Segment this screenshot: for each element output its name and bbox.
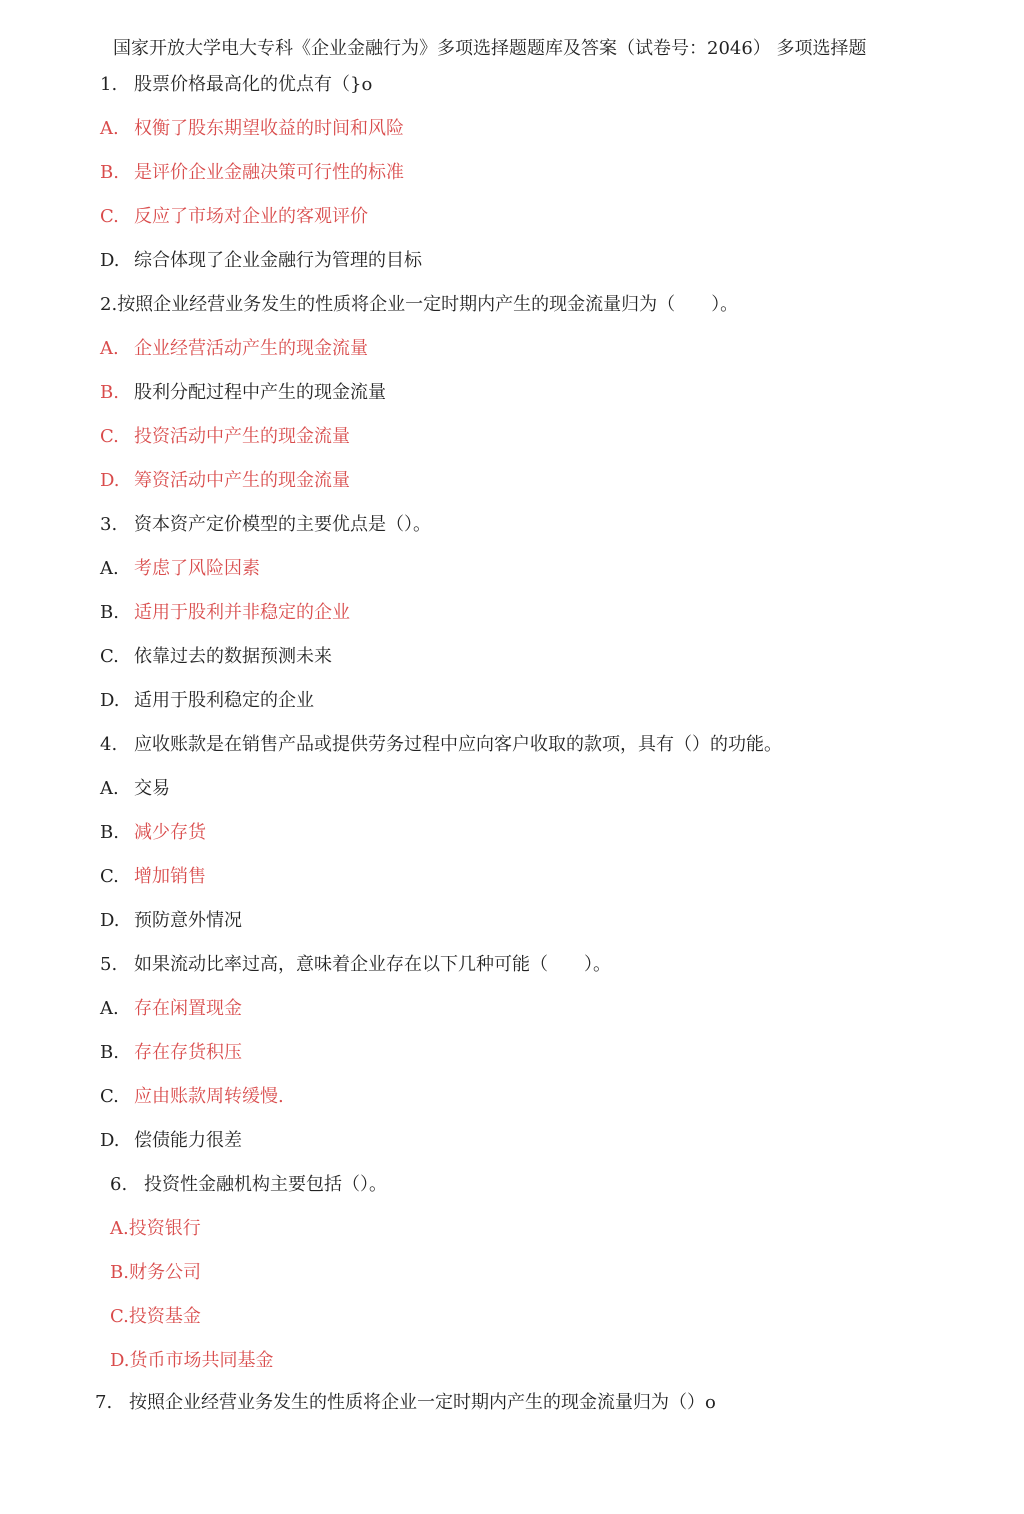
question-text: 按照企业经营业务发生的性质将企业一定时期内产生的现金流量归为（ xyxy=(117,294,676,315)
option-6a xyxy=(110,1216,201,1242)
option-label: D. xyxy=(100,690,120,711)
question-number: 3. xyxy=(100,514,118,535)
option-label: A. xyxy=(100,118,119,139)
option-6d xyxy=(110,1348,274,1374)
question-2 xyxy=(100,292,738,318)
option-label: A. xyxy=(100,998,119,1019)
option-5d xyxy=(100,1128,242,1154)
option-text: 投资银行 xyxy=(128,1218,201,1239)
option-text: 筹资活动中产生的现金流量 xyxy=(134,470,350,491)
option-label: B. xyxy=(100,162,119,183)
option-text: 依靠过去的数据预测未来 xyxy=(134,646,332,667)
question-tail: ）。 xyxy=(711,294,739,315)
question-text: 应收账款是在销售产品或提供劳务过程中应向客户收取的款项，具有（）的功能。 xyxy=(134,734,782,755)
question-number: 2. xyxy=(100,294,118,315)
question-5 xyxy=(100,952,611,978)
option-2c xyxy=(100,424,350,450)
option-1c xyxy=(100,204,368,230)
question-number: 6. xyxy=(110,1174,128,1195)
question-4 xyxy=(100,732,782,758)
question-tail: ）。 xyxy=(584,954,611,975)
question-text: 如果流动比率过高，意味着企业存在以下几种可能（ xyxy=(134,954,548,975)
option-text: 存在闲置现金 xyxy=(134,998,242,1019)
question-1 xyxy=(100,72,372,98)
question-3 xyxy=(100,512,431,538)
option-label: C. xyxy=(100,206,119,227)
option-text: 交易 xyxy=(134,778,170,799)
option-3a xyxy=(100,556,260,582)
option-label: C. xyxy=(100,426,119,447)
option-label: D. xyxy=(100,1130,120,1151)
option-label: C. xyxy=(110,1306,129,1327)
option-text: 适用于股利并非稳定的企业 xyxy=(134,602,350,623)
option-text: 反应了市场对企业的客观评价 xyxy=(134,206,368,227)
option-label: D. xyxy=(100,250,120,271)
question-text: 投资性金融机构主要包括（）。 xyxy=(144,1174,387,1195)
question-number: 4. xyxy=(100,734,118,755)
option-label: B. xyxy=(100,1042,119,1063)
option-label: C. xyxy=(100,646,119,667)
option-label: B. xyxy=(100,602,119,623)
option-4c xyxy=(100,864,206,890)
option-4d xyxy=(100,908,242,934)
option-text: 综合体现了企业金融行为管理的目标 xyxy=(134,250,422,271)
option-text: 考虑了风险因素 xyxy=(134,558,260,579)
option-6b xyxy=(110,1260,201,1286)
option-label: D. xyxy=(100,910,120,931)
option-1a xyxy=(100,116,404,142)
option-6c xyxy=(110,1304,201,1330)
option-2d xyxy=(100,468,350,494)
option-5b xyxy=(100,1040,242,1066)
option-text: 应由账款周转缓慢. xyxy=(134,1086,284,1107)
question-text: 股票价格最高化的优点有（}o xyxy=(134,74,373,95)
option-text: 存在存货积压 xyxy=(134,1042,242,1063)
question-7 xyxy=(95,1390,716,1416)
option-label: C. xyxy=(100,866,119,887)
option-2a xyxy=(100,336,368,362)
option-text: 是评价企业金融决策可行性的标准 xyxy=(134,162,404,183)
option-label: B. xyxy=(100,822,119,843)
option-text: 预防意外情况 xyxy=(134,910,242,931)
question-number: 7. xyxy=(95,1392,113,1413)
document-title: 国家开放大学电大专科《企业金融行为》多项选择题题库及答案（试卷号：2046） 多项选择题 xyxy=(113,38,867,59)
option-text: 投资活动中产生的现金流量 xyxy=(134,426,350,447)
option-4a xyxy=(100,776,170,802)
option-text: 投资基金 xyxy=(128,1306,201,1327)
option-3c xyxy=(100,644,332,670)
option-1b xyxy=(100,160,404,186)
question-number: 1. xyxy=(100,74,118,95)
option-text: 货币市场共同基金 xyxy=(129,1350,274,1371)
option-label: A. xyxy=(100,778,119,799)
option-2b xyxy=(100,380,386,406)
option-text: 适用于股利稳定的企业 xyxy=(134,690,314,711)
option-4b xyxy=(100,820,206,846)
option-text: 偿债能力很差 xyxy=(134,1130,242,1151)
option-text: 企业经营活动产生的现金流量 xyxy=(134,338,368,359)
option-label: A. xyxy=(100,558,119,579)
option-3d xyxy=(100,688,314,714)
option-5c xyxy=(100,1084,284,1110)
option-label: A. xyxy=(110,1218,129,1239)
question-text: 资本资产定价模型的主要优点是（）。 xyxy=(134,514,431,535)
question-number: 5. xyxy=(100,954,118,975)
option-label: A. xyxy=(100,338,119,359)
option-label: D. xyxy=(110,1350,130,1371)
option-text: 权衡了股东期望收益的时间和风险 xyxy=(134,118,404,139)
option-text: 股利分配过程中产生的现金流量 xyxy=(134,382,386,403)
option-3b xyxy=(100,600,350,626)
option-label: D. xyxy=(100,470,120,491)
option-text: 增加销售 xyxy=(134,866,206,887)
option-text: 财务公司 xyxy=(128,1262,201,1283)
question-text: 按照企业经营业务发生的性质将企业一定时期内产生的现金流量归为（）o xyxy=(129,1392,716,1413)
option-label: B. xyxy=(100,382,119,403)
option-5a xyxy=(100,996,242,1022)
question-6 xyxy=(110,1172,387,1198)
option-label: B. xyxy=(110,1262,129,1283)
option-label: C. xyxy=(100,1086,119,1107)
option-1d xyxy=(100,248,422,274)
option-text: 减少存货 xyxy=(134,822,206,843)
